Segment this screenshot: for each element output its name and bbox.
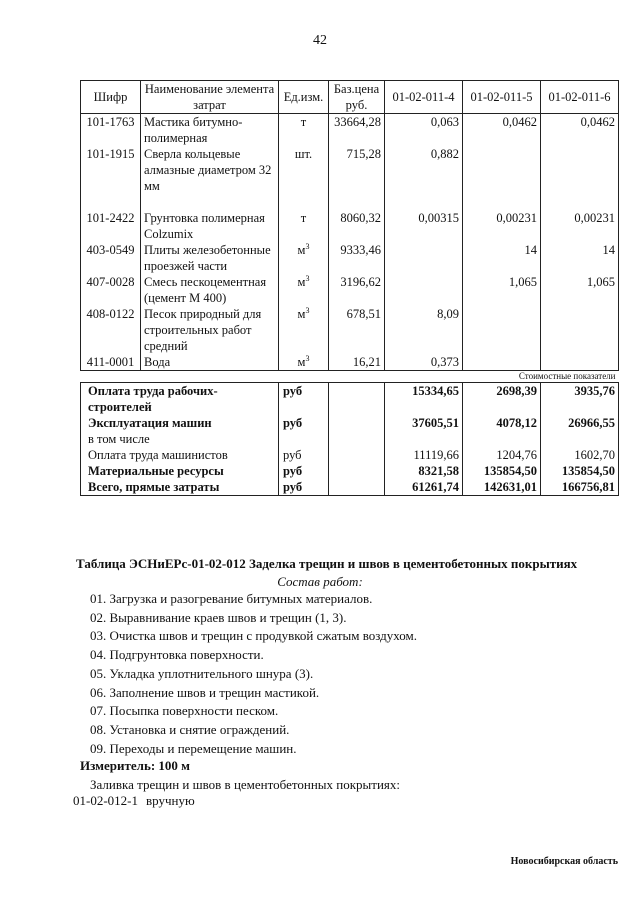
row-name: Смесь пескоцементная (цемент М 400) bbox=[141, 274, 279, 306]
summary-empty bbox=[329, 463, 385, 479]
row-col-2: 0,00231 bbox=[463, 210, 541, 242]
row-unit bbox=[279, 242, 329, 274]
row-name: Плиты железобетонные проезжей части bbox=[141, 242, 279, 274]
summary-col-3: 3935,76 bbox=[541, 383, 619, 416]
table-row bbox=[81, 274, 619, 306]
page-number: 42 bbox=[313, 33, 327, 48]
row-col-3: 0,0462 bbox=[541, 114, 619, 147]
summary-col-3 bbox=[541, 431, 619, 447]
summary-col-1 bbox=[385, 431, 463, 447]
row-col-2 bbox=[463, 146, 541, 210]
summary-col-3: 1602,70 bbox=[541, 447, 619, 463]
summary-empty bbox=[329, 447, 385, 463]
row-unit bbox=[279, 354, 329, 371]
row-col-1: 0,882 bbox=[385, 146, 463, 210]
work-list bbox=[90, 590, 417, 758]
work-item: 03. Очистка швов и трещин с продувкой сжатым воздухом. bbox=[90, 628, 418, 644]
table-row bbox=[81, 146, 619, 210]
work-item: 07. Посыпка поверхности песком. bbox=[90, 703, 279, 719]
unit-superscript: 3 bbox=[305, 273, 310, 283]
work-item: 09. Переходы и перемещение машин. bbox=[90, 740, 297, 756]
summary-empty bbox=[329, 383, 385, 416]
row-unit bbox=[279, 274, 329, 306]
summary-row bbox=[81, 447, 619, 463]
row-code: 101-1763 bbox=[81, 114, 141, 147]
header-price: Баз.цена руб. bbox=[329, 81, 385, 114]
unit-superscript: 3 bbox=[305, 353, 310, 363]
work-item: 08. Установка и снятие ограждений. bbox=[90, 721, 290, 737]
row-col-3 bbox=[541, 146, 619, 210]
header-code: Шифр bbox=[81, 81, 141, 114]
unit-superscript: 3 bbox=[305, 305, 310, 315]
table-row bbox=[81, 114, 619, 147]
row-price: 678,51 bbox=[329, 306, 385, 354]
row-name: Сверла кольцевые алмазные диаметром 32 мм bbox=[141, 146, 279, 210]
row-col-2: 0,0462 bbox=[463, 114, 541, 147]
summary-col-3: 166756,81 bbox=[541, 479, 619, 496]
row-price: 9333,46 bbox=[329, 242, 385, 274]
code-line bbox=[73, 793, 195, 809]
section-row bbox=[81, 371, 619, 383]
row-col-3: 0,00231 bbox=[541, 210, 619, 242]
row-col-1 bbox=[385, 242, 463, 274]
work-item: 05. Укладка уплотнительного шнура (3). bbox=[90, 665, 314, 681]
section-label-body bbox=[81, 371, 619, 383]
summary-unit: руб bbox=[279, 415, 329, 431]
summary-col-2: 1204,76 bbox=[463, 447, 541, 463]
header-unit: Ед.изм. bbox=[279, 81, 329, 114]
row-name: Мастика битумно-полимерная bbox=[141, 114, 279, 147]
summary-row bbox=[81, 479, 619, 496]
summary-name: Оплата труда рабочих-строителей bbox=[81, 383, 279, 416]
table-row bbox=[81, 306, 619, 354]
row-code: 101-1915 bbox=[81, 146, 141, 210]
code-line-code: 01-02-012-1 bbox=[73, 793, 138, 808]
unit-superscript: 3 bbox=[305, 241, 310, 251]
row-col-3 bbox=[541, 354, 619, 371]
summary-col-1: 15334,65 bbox=[385, 383, 463, 416]
row-unit: т bbox=[279, 114, 329, 147]
row-col-1: 0,00315 bbox=[385, 210, 463, 242]
work-composition-title: Состав работ: bbox=[277, 574, 363, 589]
row-col-2 bbox=[463, 306, 541, 354]
row-col-3: 14 bbox=[541, 242, 619, 274]
row-name: Песок природный для строительных работ средний bbox=[141, 306, 279, 354]
unit-text: м bbox=[297, 307, 306, 321]
summary-name: Всего, прямые затраты bbox=[81, 479, 279, 496]
unit-text: м bbox=[297, 243, 306, 257]
summary-name: Оплата труда машинистов bbox=[81, 447, 279, 463]
summary-unit: руб bbox=[279, 463, 329, 479]
row-name: Грунтовка полимерная Colzumix bbox=[141, 210, 279, 242]
summary-body bbox=[81, 383, 619, 496]
section-label: Стоимостные показатели bbox=[81, 371, 619, 383]
row-code: 101-2422 bbox=[81, 210, 141, 242]
summary-col-1: 11119,66 bbox=[385, 447, 463, 463]
row-code: 407-0028 bbox=[81, 274, 141, 306]
summary-col-2: 142631,01 bbox=[463, 479, 541, 496]
summary-col-3: 26966,55 bbox=[541, 415, 619, 431]
measure-unit: Измеритель: 100 м bbox=[80, 758, 191, 773]
summary-unit: руб bbox=[279, 383, 329, 416]
table-header-row bbox=[81, 81, 619, 114]
summary-col-1: 37605,51 bbox=[385, 415, 463, 431]
row-col-1 bbox=[385, 274, 463, 306]
summary-name: в том числе bbox=[81, 431, 279, 447]
row-col-3 bbox=[541, 306, 619, 354]
summary-unit: руб bbox=[279, 479, 329, 496]
footer-region: Новосибирская область bbox=[510, 856, 618, 867]
row-name: Вода bbox=[141, 354, 279, 371]
work-item: 01. Загрузка и разогревание битумных материалов. bbox=[90, 591, 373, 606]
row-col-2: 14 bbox=[463, 242, 541, 274]
summary-unit: руб bbox=[279, 447, 329, 463]
code-line-text: вручную bbox=[146, 793, 195, 808]
summary-unit bbox=[279, 431, 329, 447]
row-price: 33664,28 bbox=[329, 114, 385, 147]
unit-text: м bbox=[297, 355, 306, 369]
row-unit: т bbox=[279, 210, 329, 242]
table-title: Таблица ЭСНиЕРс-01-02-012 Заделка трещин и швов в цементобетонных покрытиях bbox=[76, 556, 578, 571]
work-item: 04. Подгрунтовка поверхности. bbox=[90, 647, 264, 663]
summary-col-1: 8321,58 bbox=[385, 463, 463, 479]
header-col-3: 01-02-011-6 bbox=[541, 81, 619, 114]
row-col-1: 8,09 bbox=[385, 306, 463, 354]
cost-table bbox=[80, 80, 619, 496]
summary-empty bbox=[329, 479, 385, 496]
row-price: 715,28 bbox=[329, 146, 385, 210]
summary-row bbox=[81, 463, 619, 479]
row-unit: шт. bbox=[279, 146, 329, 210]
row-code: 408-0122 bbox=[81, 306, 141, 354]
summary-col-2: 2698,39 bbox=[463, 383, 541, 416]
table-row bbox=[81, 354, 619, 371]
summary-col-3: 135854,50 bbox=[541, 463, 619, 479]
unit-text: м bbox=[297, 275, 306, 289]
summary-col-2: 135854,50 bbox=[463, 463, 541, 479]
row-col-3: 1,065 bbox=[541, 274, 619, 306]
row-code: 411-0001 bbox=[81, 354, 141, 371]
fill-title: Заливка трещин и швов в цементобетонных покрытиях: bbox=[90, 777, 400, 792]
summary-col-2: 4078,12 bbox=[463, 415, 541, 431]
summary-col-1: 61261,74 bbox=[385, 479, 463, 496]
table-row bbox=[81, 210, 619, 242]
row-code: 403-0549 bbox=[81, 242, 141, 274]
header-col-2: 01-02-011-5 bbox=[463, 81, 541, 114]
summary-name: Эксплуатация машин bbox=[81, 415, 279, 431]
summary-empty bbox=[329, 415, 385, 431]
summary-row bbox=[81, 383, 619, 416]
row-col-2 bbox=[463, 354, 541, 371]
row-price: 8060,32 bbox=[329, 210, 385, 242]
row-col-2: 1,065 bbox=[463, 274, 541, 306]
summary-row bbox=[81, 415, 619, 431]
summary-empty bbox=[329, 431, 385, 447]
work-item: 02. Выравнивание краев швов и трещин (1, 3). bbox=[90, 609, 347, 625]
materials-body bbox=[81, 114, 619, 371]
row-col-1: 0,373 bbox=[385, 354, 463, 371]
summary-row bbox=[81, 431, 619, 447]
header-col-1: 01-02-011-4 bbox=[385, 81, 463, 114]
row-price: 16,21 bbox=[329, 354, 385, 371]
summary-name: Материальные ресурсы bbox=[81, 463, 279, 479]
row-unit bbox=[279, 306, 329, 354]
summary-col-2 bbox=[463, 431, 541, 447]
row-col-1: 0,063 bbox=[385, 114, 463, 147]
row-price: 3196,62 bbox=[329, 274, 385, 306]
work-item: 06. Заполнение швов и трещин мастикой. bbox=[90, 684, 320, 700]
table-row bbox=[81, 242, 619, 274]
header-name: Наименование элемента затрат bbox=[141, 81, 279, 114]
